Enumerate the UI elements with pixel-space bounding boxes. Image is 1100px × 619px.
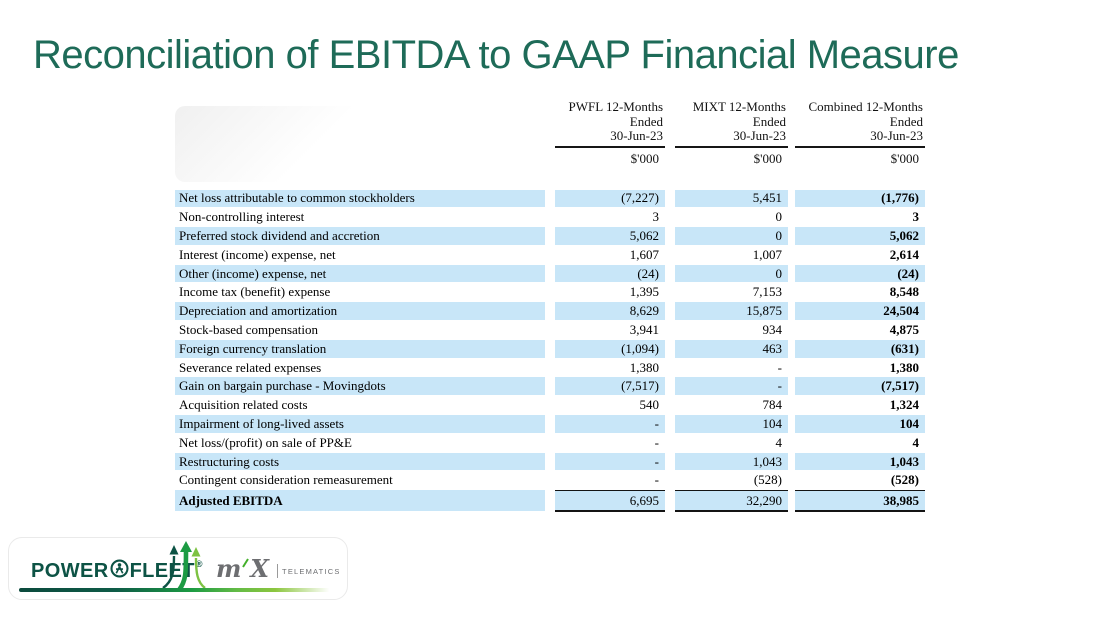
header-line: PWFL 12-Months: [568, 99, 663, 114]
column-gap: [788, 415, 795, 434]
column-gap: [788, 265, 795, 284]
cell-pwfl: 540: [555, 396, 665, 415]
cell-mixt: -: [675, 359, 788, 378]
column-header-mixt: [675, 100, 788, 169]
column-gap: [665, 359, 675, 378]
table-row: [175, 415, 925, 434]
table-row: [175, 359, 925, 378]
header-spacer-row: [175, 169, 925, 190]
row-label: Foreign currency translation: [175, 340, 545, 359]
cell-pwfl: 1,380: [555, 359, 665, 378]
mix-telematics-label: TELEMATICS: [282, 566, 341, 576]
cell-mixt: 0: [675, 265, 788, 284]
table-row: [175, 246, 925, 265]
row-label: Impairment of long-lived assets: [175, 415, 545, 434]
mix-divider: [277, 564, 278, 578]
column-gap: [665, 246, 675, 265]
column-gap: [788, 434, 795, 453]
column-gap: [545, 471, 555, 490]
row-label: Acquisition related costs: [175, 396, 545, 415]
cell-pwfl: -: [555, 415, 665, 434]
column-gap: [788, 283, 795, 302]
table-row: [175, 434, 925, 453]
header-line: Combined 12-Months: [808, 99, 923, 114]
cell-pwfl: 5,062: [555, 227, 665, 246]
cell-mixt: (528): [675, 471, 788, 490]
header-line: Ended: [629, 113, 663, 129]
cell-pwfl: 3: [555, 208, 665, 227]
header-line: 30-Jun-23: [733, 128, 786, 143]
cell-combined: 4: [795, 434, 925, 453]
cell-mixt: 1,007: [675, 246, 788, 265]
table-total-row: [175, 490, 925, 512]
brand-swoosh-line: [19, 588, 339, 592]
header-spacer: [175, 100, 545, 169]
cell-mixt: 1,043: [675, 453, 788, 472]
column-gap: [545, 377, 555, 396]
table-row: [175, 190, 925, 209]
cell-mixt: 463: [675, 340, 788, 359]
column-gap: [545, 283, 555, 302]
column-gap: [788, 246, 795, 265]
column-gap: [545, 190, 555, 209]
column-gap: [545, 265, 555, 284]
column-gap: [665, 227, 675, 246]
table-row: [175, 340, 925, 359]
column-gap: [788, 340, 795, 359]
cell-combined: (528): [795, 471, 925, 490]
table-row: [175, 265, 925, 284]
header-line: Ended: [889, 113, 923, 129]
cell-combined: 5,062: [795, 227, 925, 246]
row-label: Non-controlling interest: [175, 208, 545, 227]
table-header: [175, 100, 925, 169]
cell-pwfl: -: [555, 453, 665, 472]
column-gap: [665, 415, 675, 434]
cell-pwfl: (24): [555, 265, 665, 284]
column-gap: [665, 377, 675, 396]
cell-mixt: 4: [675, 434, 788, 453]
column-gap: [545, 434, 555, 453]
cell-pwfl: (7,227): [555, 190, 665, 209]
powerfleet-person-icon: [110, 559, 129, 584]
table-body: [175, 190, 925, 513]
row-label: Net loss/(profit) on sale of PP&E: [175, 434, 545, 453]
column-header-combined: [795, 100, 925, 169]
table-row: [175, 453, 925, 472]
column-gap: [545, 396, 555, 415]
column-gap: [545, 490, 555, 512]
column-gap: [665, 490, 675, 512]
row-label: Depreciation and amortization: [175, 302, 545, 321]
cell-mixt: -: [675, 377, 788, 396]
header-unit: $'000: [890, 150, 919, 166]
header-unit: $'000: [753, 150, 782, 166]
table-row: [175, 377, 925, 396]
mix-accent-icon: [242, 555, 249, 573]
mix-letter-m: m: [216, 554, 242, 583]
column-gap: [545, 227, 555, 246]
cell-pwfl: -: [555, 471, 665, 490]
column-gap: [665, 208, 675, 227]
cell-mixt: 5,451: [675, 190, 788, 209]
cell-mixt: 7,153: [675, 283, 788, 302]
row-label: Income tax (benefit) expense: [175, 283, 545, 302]
cell-combined: 2,614: [795, 246, 925, 265]
column-gap: [665, 340, 675, 359]
cell-mixt: 934: [675, 321, 788, 340]
cell-combined: 4,875: [795, 321, 925, 340]
column-gap: [788, 302, 795, 321]
column-gap: [788, 453, 795, 472]
cell-combined: 24,504: [795, 302, 925, 321]
cell-combined: (7,517): [795, 377, 925, 396]
cell-combined: 3: [795, 208, 925, 227]
row-label: Other (income) expense, net: [175, 265, 545, 284]
column-gap: [788, 396, 795, 415]
column-gap: [665, 283, 675, 302]
cell-mixt: 0: [675, 227, 788, 246]
row-label: Gain on bargain purchase - Movingdots: [175, 377, 545, 396]
table-row: [175, 471, 925, 490]
cell-mixt: 784: [675, 396, 788, 415]
cell-mixt: 15,875: [675, 302, 788, 321]
header-line: MIXT 12-Months: [692, 99, 786, 114]
cell-pwfl: 1,607: [555, 246, 665, 265]
column-gap: [788, 321, 795, 340]
cell-combined: 1,380: [795, 359, 925, 378]
column-gap: [545, 302, 555, 321]
cell-pwfl: -: [555, 434, 665, 453]
cell-combined: 38,985: [795, 490, 925, 512]
header-line: Ended: [752, 113, 786, 129]
footer-logo-panel: [8, 537, 348, 600]
cell-combined: (631): [795, 340, 925, 359]
powerfleet-word-fleet: FLEET: [129, 560, 195, 582]
column-gap: [665, 190, 675, 209]
column-gap: [545, 340, 555, 359]
row-label: Net loss attributable to common stockholders: [175, 190, 545, 209]
mix-telematics-logo: [216, 555, 341, 583]
column-gap: [788, 359, 795, 378]
column-gap: [665, 321, 675, 340]
table-row: [175, 208, 925, 227]
column-gap: [545, 415, 555, 434]
column-gap: [788, 190, 795, 209]
column-gap: [788, 100, 795, 169]
cell-mixt: 32,290: [675, 490, 788, 512]
header-line: 30-Jun-23: [870, 128, 923, 143]
column-gap: [545, 453, 555, 472]
header-line: 30-Jun-23: [610, 128, 663, 143]
table-row: [175, 302, 925, 321]
row-label: Stock-based compensation: [175, 321, 545, 340]
column-header-pwfl: [555, 100, 665, 169]
cell-mixt: 104: [675, 415, 788, 434]
column-gap: [545, 246, 555, 265]
cell-pwfl: 8,629: [555, 302, 665, 321]
header-unit: $'000: [630, 150, 659, 166]
column-gap: [788, 490, 795, 512]
mix-letter-x: X: [250, 554, 270, 583]
column-gap: [545, 321, 555, 340]
cell-pwfl: 1,395: [555, 283, 665, 302]
cell-pwfl: (1,094): [555, 340, 665, 359]
column-gap: [788, 227, 795, 246]
table-row: [175, 227, 925, 246]
column-gap: [665, 396, 675, 415]
row-label: Severance related expenses: [175, 359, 545, 378]
column-gap: [665, 100, 675, 169]
column-gap: [665, 302, 675, 321]
cell-combined: 104: [795, 415, 925, 434]
cell-pwfl: 3,941: [555, 321, 665, 340]
cell-combined: 1,324: [795, 396, 925, 415]
column-gap: [788, 471, 795, 490]
cell-combined: (24): [795, 265, 925, 284]
column-gap: [788, 377, 795, 396]
cell-combined: 1,043: [795, 453, 925, 472]
column-gap: [545, 359, 555, 378]
row-label: Preferred stock dividend and accretion: [175, 227, 545, 246]
cell-pwfl: 6,695: [555, 490, 665, 512]
row-label: Adjusted EBITDA: [175, 490, 545, 512]
column-gap: [545, 208, 555, 227]
table-row: [175, 321, 925, 340]
column-gap: [545, 100, 555, 169]
cell-pwfl: (7,517): [555, 377, 665, 396]
column-gap: [665, 453, 675, 472]
column-gap: [665, 265, 675, 284]
column-gap: [788, 208, 795, 227]
cell-combined: 8,548: [795, 283, 925, 302]
reconciliation-table: [175, 100, 925, 512]
registered-mark: ®: [195, 559, 203, 569]
column-gap: [665, 434, 675, 453]
table-row: [175, 283, 925, 302]
cell-combined: (1,776): [795, 190, 925, 209]
powerfleet-word-power: POWER: [31, 560, 109, 582]
page-title: Reconciliation of EBITDA to GAAP Financial Measure: [33, 33, 959, 77]
cell-mixt: 0: [675, 208, 788, 227]
table-row: [175, 396, 925, 415]
row-label: Restructuring costs: [175, 453, 545, 472]
column-gap: [665, 471, 675, 490]
row-label: Interest (income) expense, net: [175, 246, 545, 265]
row-label: Contingent consideration remeasurement: [175, 471, 545, 490]
